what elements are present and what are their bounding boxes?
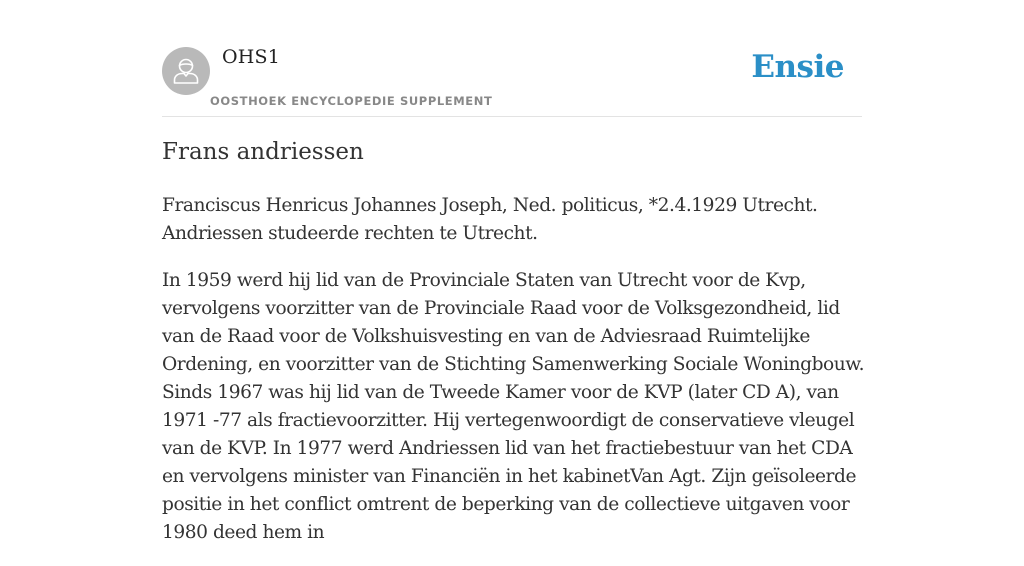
article-body <box>162 192 866 566</box>
author-avatar[interactable] <box>162 47 210 95</box>
author-name[interactable]: OHS1 <box>222 46 281 68</box>
article-title: Frans andriessen <box>162 139 364 165</box>
brand-logo[interactable]: Ensie <box>751 49 844 85</box>
article-paragraph: Franciscus Henricus Johannes Joseph, Ned. politicus, *2.4.1929 Utrecht. Andriessen studeerde rechten te Utrecht. <box>162 195 818 244</box>
user-icon <box>162 47 210 95</box>
source-label[interactable]: OOSTHOEK ENCYCLOPEDIE SUPPLEMENT <box>210 94 493 108</box>
article-paragraph: In 1959 werd hij lid van de Provinciale Staten van Utrecht voor de Kvp, vervolgens voorzitter van de Provinciale Raad voor de Volksgezondheid, lid van de Raad voor de Volkshuisvesting en van de Adviesraad Ruimtelijke Ordening, en voorzitter van de Stichting Samenwerking Sociale Woningbouw. Sinds 1967 was hij lid van de Tweede Kamer voor de KVP (later CD A), van 1971 -77 als fractievoorzitter. Hij vertegenwoordigt de conservatieve vleugel van de KVP. In 1977 werd Andriessen lid van het fractiebestuur van het CDA en vervolgens minister van Financiën in het kabinetVan Agt. Zijn geïsoleerde positie in het conflict omtrent de beperking van de collectieve uitgaven voor 1980 deed hem in <box>162 270 865 543</box>
header <box>162 0 862 117</box>
